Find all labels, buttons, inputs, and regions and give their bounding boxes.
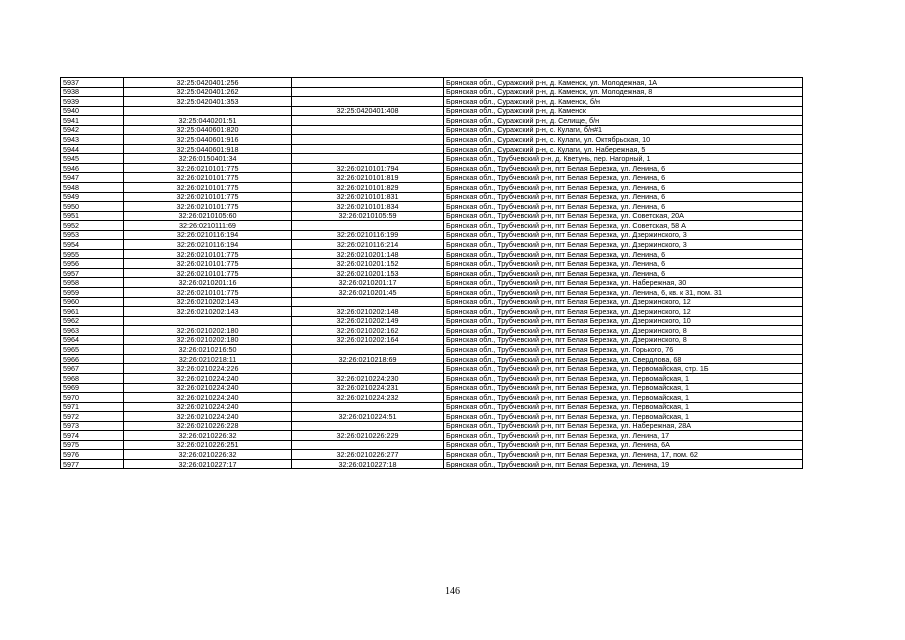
address-cell: Брянская обл., Трубчевский р-н, пгт Белая Березка, ул. Ленина, 6 (444, 192, 803, 202)
address-cell: Брянская обл., Трубчевский р-н, пгт Белая Березка, ул. Дзержинского, 12 (444, 297, 803, 307)
address-cell: Брянская обл., Трубчевский р-н, пгт Белая Березка, ул. Первомайская, 1 (444, 412, 803, 422)
address-cell: Брянская обл., Суражский р-н, д. Каменск, ул. Молодежная, 8 (444, 87, 803, 97)
address-cell: Брянская обл., Трубчевский р-н, пгт Белая Березка, ул. Ленина, 6, кв. к 31, пом. 31 (444, 288, 803, 298)
parent-cadastral-number-cell: 32:26:0210101:775 (124, 268, 292, 278)
parent-cadastral-number-cell: 32:26:0210202:143 (124, 297, 292, 307)
table-row (61, 78, 803, 88)
address-cell: Брянская обл., Суражский р-н, д. Каменск (444, 106, 803, 116)
table-row (61, 97, 803, 107)
row-number-cell: 5976 (61, 450, 124, 460)
address-cell: Брянская обл., Трубчевский р-н, пгт Белая Березка, ул. Ленина, 17, пом. 62 (444, 450, 803, 460)
row-number-cell: 5973 (61, 421, 124, 431)
table-row (61, 240, 803, 250)
table-row (61, 211, 803, 221)
address-cell: Брянская обл., Суражский р-н, с. Кулаги, ул. Октябрьская, 10 (444, 135, 803, 145)
parent-cadastral-number-cell: 32:25:0420401:262 (124, 87, 292, 97)
address-cell: Брянская обл., Трубчевский р-н, пгт Белая Березка, ул. Советская, 58 А (444, 221, 803, 231)
parent-cadastral-number-cell: 32:26:0210116:194 (124, 240, 292, 250)
cadastral-number-cell: 32:26:0210218:69 (292, 354, 444, 364)
parent-cadastral-number-cell: 32:26:0210105:60 (124, 211, 292, 221)
parent-cadastral-number-cell: 32:26:0210226:228 (124, 421, 292, 431)
parent-cadastral-number-cell: 32:26:0210116:194 (124, 230, 292, 240)
row-number-cell: 5941 (61, 116, 124, 126)
parent-cadastral-number-cell: 32:26:0210226:251 (124, 440, 292, 450)
cadastral-number-cell (292, 78, 444, 88)
row-number-cell: 5956 (61, 259, 124, 269)
table-row (61, 125, 803, 135)
row-number-cell: 5972 (61, 412, 124, 422)
table-row (61, 106, 803, 116)
address-cell: Брянская обл., Суражский р-н, д. Селище, б/н (444, 116, 803, 126)
parent-cadastral-number-cell: 32:25:0440601:820 (124, 125, 292, 135)
parent-cadastral-number-cell: 32:26:0210202:180 (124, 326, 292, 336)
address-cell: Брянская обл., Трубчевский р-н, пгт Белая Березка, ул. Дзержинского, 3 (444, 230, 803, 240)
table-row (61, 373, 803, 383)
table-row (61, 249, 803, 259)
cadastral-number-cell (292, 135, 444, 145)
parent-cadastral-number-cell: 32:26:0150401:34 (124, 154, 292, 164)
cadastral-number-cell: 32:26:0210226:229 (292, 431, 444, 441)
row-number-cell: 5950 (61, 202, 124, 212)
address-cell: Брянская обл., Суражский р-н, д. Каменск, б/н (444, 97, 803, 107)
row-number-cell: 5957 (61, 268, 124, 278)
parent-cadastral-number-cell: 32:26:0210101:775 (124, 202, 292, 212)
row-number-cell: 5951 (61, 211, 124, 221)
cadastral-number-cell: 32:26:0210105:59 (292, 211, 444, 221)
cadastral-number-cell: 32:26:0210227:18 (292, 459, 444, 469)
cadastral-number-cell: 32:26:0210201:153 (292, 268, 444, 278)
address-cell: Брянская обл., Трубчевский р-н, пгт Белая Березка, ул. Набережная, 30 (444, 278, 803, 288)
parent-cadastral-number-cell: 32:26:0210224:240 (124, 373, 292, 383)
table-row (61, 259, 803, 269)
table-row (61, 316, 803, 326)
row-number-cell: 5969 (61, 383, 124, 393)
row-number-cell: 5939 (61, 97, 124, 107)
parent-cadastral-number-cell: 32:26:0210101:775 (124, 288, 292, 298)
cadastral-number-cell: 32:26:0210201:152 (292, 259, 444, 269)
table-row (61, 383, 803, 393)
address-cell: Брянская обл., Трубчевский р-н, пгт Белая Березка, ул. Ленина, 6 (444, 259, 803, 269)
table-row (61, 421, 803, 431)
cadastral-number-cell: 32:26:0210101:829 (292, 183, 444, 193)
table-row (61, 154, 803, 164)
cadastral-number-cell: 32:26:0210224:232 (292, 393, 444, 403)
row-number-cell: 5967 (61, 364, 124, 374)
address-cell: Брянская обл., Трубчевский р-н, пгт Белая Березка, ул. Дзержинского, 12 (444, 307, 803, 317)
parent-cadastral-number-cell: 32:26:0210202:180 (124, 335, 292, 345)
table-row (61, 288, 803, 298)
row-number-cell: 5948 (61, 183, 124, 193)
address-cell: Брянская обл., Трубчевский р-н, пгт Белая Березка, ул. Ленина, 6 (444, 249, 803, 259)
table-row (61, 393, 803, 403)
row-number-cell: 5974 (61, 431, 124, 441)
row-number-cell: 5959 (61, 288, 124, 298)
address-cell: Брянская обл., Трубчевский р-н, пгт Белая Березка, ул. Ленина, 6 (444, 163, 803, 173)
row-number-cell: 5960 (61, 297, 124, 307)
cadastral-number-cell (292, 116, 444, 126)
row-number-cell: 5942 (61, 125, 124, 135)
parent-cadastral-number-cell: 32:26:0210226:32 (124, 450, 292, 460)
cadastral-number-cell: 32:26:0210116:214 (292, 240, 444, 250)
parent-cadastral-number-cell: 32:26:0210101:775 (124, 183, 292, 193)
table-row (61, 192, 803, 202)
address-cell: Брянская обл., Трубчевский р-н, пгт Белая Березка, ул. Первомайская, 1 (444, 383, 803, 393)
cadastral-number-cell: 32:26:0210202:148 (292, 307, 444, 317)
row-number-cell: 5965 (61, 345, 124, 355)
row-number-cell: 5963 (61, 326, 124, 336)
parent-cadastral-number-cell: 32:26:0210224:240 (124, 393, 292, 403)
row-number-cell: 5946 (61, 163, 124, 173)
parent-cadastral-number-cell: 32:25:0440601:916 (124, 135, 292, 145)
table-row (61, 402, 803, 412)
cadastral-number-cell: 32:26:0210226:277 (292, 450, 444, 460)
address-cell: Брянская обл., Трубчевский р-н, пгт Белая Березка, ул. Горького, 76 (444, 345, 803, 355)
parent-cadastral-number-cell: 32:26:0210226:32 (124, 431, 292, 441)
address-cell: Брянская обл., Трубчевский р-н, пгт Белая Березка, ул. Ленина, 6 (444, 173, 803, 183)
cadastral-number-cell (292, 297, 444, 307)
table-row (61, 230, 803, 240)
cadastral-number-cell: 32:26:0210201:148 (292, 249, 444, 259)
address-cell: Брянская обл., Трубчевский р-н, пгт Белая Березка, ул. Дзержинского, 8 (444, 326, 803, 336)
parent-cadastral-number-cell: 32:26:0210101:775 (124, 192, 292, 202)
cadastral-number-cell (292, 421, 444, 431)
parent-cadastral-number-cell: 32:26:0210201:16 (124, 278, 292, 288)
table-row (61, 364, 803, 374)
address-cell: Брянская обл., Трубчевский р-н, пгт Белая Березка, ул. Набережная, 28А (444, 421, 803, 431)
parent-cadastral-number-cell: 32:26:0210101:775 (124, 163, 292, 173)
row-number-cell: 5958 (61, 278, 124, 288)
row-number-cell: 5953 (61, 230, 124, 240)
table-row (61, 183, 803, 193)
cadastral-number-cell: 32:26:0210201:17 (292, 278, 444, 288)
table-row (61, 135, 803, 145)
address-cell: Брянская обл., Трубчевский р-н, пгт Белая Березка, ул. Дзержинского, 8 (444, 335, 803, 345)
table-row (61, 335, 803, 345)
row-number-cell: 5970 (61, 393, 124, 403)
cadastral-number-cell: 32:26:0210101:834 (292, 202, 444, 212)
cadastral-number-cell (292, 402, 444, 412)
row-number-cell: 5949 (61, 192, 124, 202)
table-row (61, 354, 803, 364)
table-row (61, 412, 803, 422)
table-body (61, 78, 803, 469)
row-number-cell: 5938 (61, 87, 124, 97)
parent-cadastral-number-cell: 32:25:0440601:918 (124, 144, 292, 154)
parent-cadastral-number-cell: 32:26:0210224:240 (124, 383, 292, 393)
table-row (61, 450, 803, 460)
page-number: 146 (445, 586, 460, 597)
cadastral-number-cell: 32:26:0210224:51 (292, 412, 444, 422)
cadastral-number-cell: 32:26:0210224:230 (292, 373, 444, 383)
parent-cadastral-number-cell: 32:25:0440201:51 (124, 116, 292, 126)
address-cell: Брянская обл., Трубчевский р-н, пгт Белая Березка, ул. Ленина, 6А (444, 440, 803, 450)
row-number-cell: 5947 (61, 173, 124, 183)
cadastral-number-cell: 32:26:0210202:149 (292, 316, 444, 326)
cadastral-number-cell (292, 87, 444, 97)
parent-cadastral-number-cell: 32:26:0210101:775 (124, 173, 292, 183)
parent-cadastral-number-cell: 32:26:0210101:775 (124, 259, 292, 269)
address-cell: Брянская обл., Трубчевский р-н, пгт Белая Березка, ул. Дзержинского, 3 (444, 240, 803, 250)
address-cell: Брянская обл., Трубчевский р-н, пгт Белая Березка, ул. Первомайская, 1 (444, 402, 803, 412)
table-row (61, 459, 803, 469)
parent-cadastral-number-cell: 32:26:0210202:143 (124, 307, 292, 317)
cadastral-number-cell: 32:26:0210201:45 (292, 288, 444, 298)
cadastral-registry-table (60, 77, 803, 469)
row-number-cell: 5962 (61, 316, 124, 326)
cadastral-number-cell: 32:26:0210224:231 (292, 383, 444, 393)
row-number-cell: 5937 (61, 78, 124, 88)
parent-cadastral-number-cell: 32:26:0210101:775 (124, 249, 292, 259)
cadastral-number-cell (292, 364, 444, 374)
table-row (61, 326, 803, 336)
cadastral-number-cell (292, 97, 444, 107)
cadastral-number-cell (292, 221, 444, 231)
parent-cadastral-number-cell: 32:26:0210224:240 (124, 412, 292, 422)
table-row (61, 297, 803, 307)
table-row (61, 144, 803, 154)
table-row (61, 268, 803, 278)
parent-cadastral-number-cell: 32:26:0210216:50 (124, 345, 292, 355)
address-cell: Брянская обл., Трубчевский р-н, пгт Белая Березка, ул. Первомайская, 1 (444, 373, 803, 383)
table-row (61, 87, 803, 97)
table-row (61, 202, 803, 212)
row-number-cell: 5940 (61, 106, 124, 116)
parent-cadastral-number-cell: 32:26:0210224:226 (124, 364, 292, 374)
table-row (61, 221, 803, 231)
row-number-cell: 5943 (61, 135, 124, 145)
row-number-cell: 5971 (61, 402, 124, 412)
row-number-cell: 5952 (61, 221, 124, 231)
address-cell: Брянская обл., Трубчевский р-н, пгт Белая Березка, ул. Дзержинского, 10 (444, 316, 803, 326)
cadastral-number-cell: 32:26:0210116:199 (292, 230, 444, 240)
cadastral-number-cell (292, 144, 444, 154)
cadastral-number-cell (292, 345, 444, 355)
table-row (61, 307, 803, 317)
table-row (61, 345, 803, 355)
cadastral-number-cell: 32:25:0420401:408 (292, 106, 444, 116)
cadastral-number-cell: 32:26:0210202:164 (292, 335, 444, 345)
table-row (61, 163, 803, 173)
cadastral-number-cell (292, 154, 444, 164)
address-cell: Брянская обл., Трубчевский р-н, пгт Белая Березка, ул. Ленина, 19 (444, 459, 803, 469)
row-number-cell: 5955 (61, 249, 124, 259)
address-cell: Брянская обл., Трубчевский р-н, пгт Белая Березка, ул. Ленина, 17 (444, 431, 803, 441)
parent-cadastral-number-cell: 32:26:0210227:17 (124, 459, 292, 469)
parent-cadastral-number-cell: 32:25:0420401:353 (124, 97, 292, 107)
table-row (61, 278, 803, 288)
cadastral-number-cell: 32:26:0210101:794 (292, 163, 444, 173)
address-cell: Брянская обл., Трубчевский р-н, д. Кветунь, пер. Нагорный, 1 (444, 154, 803, 164)
row-number-cell: 5964 (61, 335, 124, 345)
address-cell: Брянская обл., Трубчевский р-н, пгт Белая Березка, ул. Первомайская, 1 (444, 393, 803, 403)
parent-cadastral-number-cell: 32:25:0420401:256 (124, 78, 292, 88)
row-number-cell: 5968 (61, 373, 124, 383)
cadastral-number-cell: 32:26:0210101:831 (292, 192, 444, 202)
parent-cadastral-number-cell: 32:26:0210111:69 (124, 221, 292, 231)
cadastral-number-cell: 32:26:0210101:819 (292, 173, 444, 183)
row-number-cell: 5961 (61, 307, 124, 317)
address-cell: Брянская обл., Трубчевский р-н, пгт Белая Березка, ул. Первомайская, стр. 1Б (444, 364, 803, 374)
cadastral-number-cell: 32:26:0210202:162 (292, 326, 444, 336)
row-number-cell: 5966 (61, 354, 124, 364)
cadastral-number-cell (292, 125, 444, 135)
table-row (61, 116, 803, 126)
row-number-cell: 5954 (61, 240, 124, 250)
table-row (61, 431, 803, 441)
parent-cadastral-number-cell: 32:26:0210218:11 (124, 354, 292, 364)
table-row (61, 173, 803, 183)
row-number-cell: 5945 (61, 154, 124, 164)
row-number-cell: 5977 (61, 459, 124, 469)
address-cell: Брянская обл., Суражский р-н, с. Кулаги, б/н#1 (444, 125, 803, 135)
address-cell: Брянская обл., Трубчевский р-н, пгт Белая Березка, ул. Ленина, 6 (444, 202, 803, 212)
table-row (61, 440, 803, 450)
address-cell: Брянская обл., Трубчевский р-н, пгт Белая Березка, ул. Ленина, 6 (444, 183, 803, 193)
parent-cadastral-number-cell (124, 106, 292, 116)
address-cell: Брянская обл., Трубчевский р-н, пгт Белая Березка, ул. Советская, 20А (444, 211, 803, 221)
cadastral-number-cell (292, 440, 444, 450)
address-cell: Брянская обл., Трубчевский р-н, пгт Белая Березка, ул. Ленина, 6 (444, 268, 803, 278)
parent-cadastral-number-cell: 32:26:0210224:240 (124, 402, 292, 412)
address-cell: Брянская обл., Суражский р-н, д. Каменск, ул. Молодежная, 1А (444, 78, 803, 88)
parent-cadastral-number-cell (124, 316, 292, 326)
address-cell: Брянская обл., Суражский р-н, с. Кулаги, ул. Набережная, 5 (444, 144, 803, 154)
row-number-cell: 5944 (61, 144, 124, 154)
row-number-cell: 5975 (61, 440, 124, 450)
address-cell: Брянская обл., Трубчевский р-н, пгт Белая Березка, ул. Свердлова, 68 (444, 354, 803, 364)
